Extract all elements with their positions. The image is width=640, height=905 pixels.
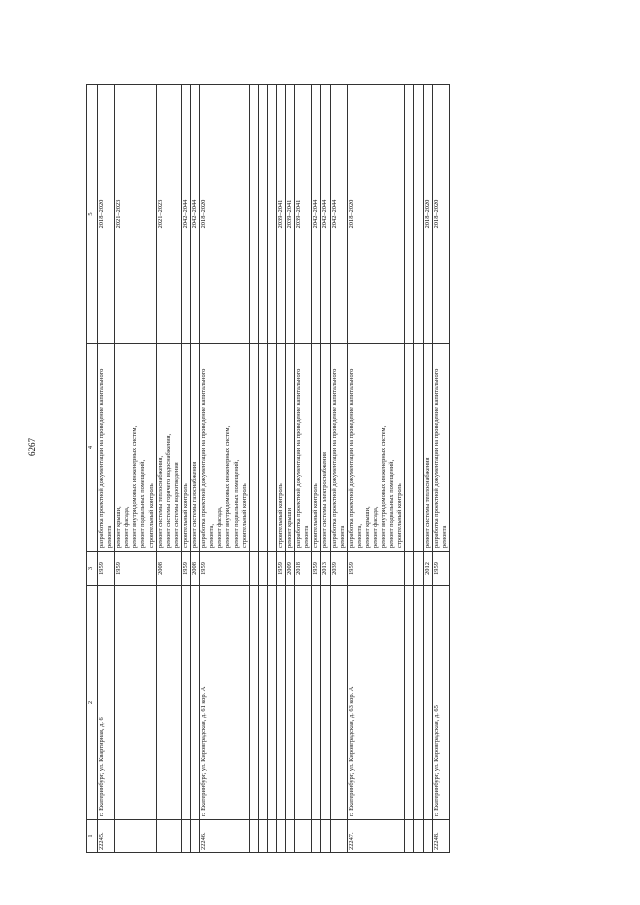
header-cell-2: 2 <box>87 586 98 820</box>
period-cell: 2018–2020 <box>347 85 405 344</box>
rotated-table-container <box>86 85 548 853</box>
period-cell: 2039–2041 <box>286 85 295 344</box>
work-cell <box>330 344 347 552</box>
work-cell <box>181 344 190 552</box>
period-cell: 2018–2020 <box>432 85 449 344</box>
work-line: разработка проектной документации на проведение капитального ремонта <box>330 368 346 548</box>
row-number <box>312 820 321 853</box>
period-cell: 2042–2044 <box>312 85 321 344</box>
period-cell: 2039–2041 <box>276 85 285 344</box>
filler-cell <box>414 586 423 820</box>
filler-cell <box>267 85 276 344</box>
repair-schedule-table <box>86 84 450 853</box>
address-cell <box>330 586 347 820</box>
filler-cell <box>267 820 276 853</box>
period-cell: 2042–2044 <box>330 85 347 344</box>
work-cell <box>98 344 115 552</box>
table-row <box>115 85 156 853</box>
work-cell <box>321 344 330 552</box>
filler-cell <box>249 586 258 820</box>
year-cell: 1959 <box>98 552 115 586</box>
work-line: ремонт системы теплоснабжения, <box>156 455 164 548</box>
work-line: ремонт фасада, <box>123 506 131 548</box>
filler-cell <box>258 85 267 344</box>
address-cell: г. Екатеринбург, ул. Кировградская, д. 63 кор. А <box>347 586 405 820</box>
table-row <box>432 85 449 853</box>
address-cell <box>191 586 200 820</box>
row-number: 22247. <box>347 820 405 853</box>
work-line: разработка проектной документации на проведение капитального ремонта <box>98 368 114 548</box>
work-line: строительный контроль <box>147 483 155 548</box>
year-cell: 2009 <box>286 552 295 586</box>
filler-cell <box>258 820 267 853</box>
work-line: строительный контроль <box>240 483 248 548</box>
table-row <box>276 85 285 853</box>
filler-row <box>249 85 258 853</box>
filler-cell <box>258 586 267 820</box>
work-line: ремонт внутридомовых инженерных систем, <box>224 425 232 548</box>
filler-cell <box>405 344 414 552</box>
address-cell: г. Екатеринбург, ул. Кировградская, д. 65 <box>432 586 449 820</box>
row-number <box>156 820 181 853</box>
address-cell: г. Екатеринбург, ул. Квартирная, д. 6 <box>98 586 115 820</box>
table-row <box>347 85 405 853</box>
address-cell: г. Екатеринбург, ул. Кировградская, д. 61 кор. А <box>200 586 250 820</box>
work-line: строительный контроль <box>276 483 284 548</box>
row-number <box>423 820 432 853</box>
filler-cell <box>414 820 423 853</box>
header-cell-5: 5 <box>87 85 98 344</box>
work-cell <box>276 344 285 552</box>
work-line: разработка проектной документации на проведение капитального ремонта, <box>347 368 363 548</box>
year-cell: 2012 <box>423 552 432 586</box>
filler-cell <box>258 344 267 552</box>
work-cell <box>286 344 295 552</box>
period-cell: 2042–2044 <box>181 85 190 344</box>
work-line: разработка проектной документации на проведение капитального ремонта <box>295 368 311 548</box>
address-cell <box>295 586 312 820</box>
filler-cell <box>267 586 276 820</box>
header-cell-4: 4 <box>87 344 98 552</box>
filler-cell <box>414 552 423 586</box>
row-number <box>115 820 156 853</box>
table-row <box>200 85 250 853</box>
row-number <box>276 820 285 853</box>
period-cell: 2018–2020 <box>423 85 432 344</box>
work-line: разработка проектной документации на проведение капитального ремонта <box>432 368 448 548</box>
address-cell <box>115 586 156 820</box>
work-cell <box>347 344 405 552</box>
filler-cell <box>249 552 258 586</box>
period-cell: 2021–2023 <box>156 85 181 344</box>
work-cell <box>115 344 156 552</box>
filler-row <box>267 85 276 853</box>
filler-cell <box>258 552 267 586</box>
filler-cell <box>405 820 414 853</box>
year-cell: 1959 <box>200 552 250 586</box>
year-cell: 2039 <box>330 552 347 586</box>
work-line: ремонт системы теплоснабжения <box>423 457 431 548</box>
row-number: 22248. <box>432 820 449 853</box>
filler-cell <box>249 85 258 344</box>
row-number <box>330 820 347 853</box>
work-line: строительный контроль <box>181 483 189 548</box>
address-cell <box>286 586 295 820</box>
table-row <box>423 85 432 853</box>
page-number <box>20 435 44 459</box>
filler-row <box>405 85 414 853</box>
work-cell <box>295 344 312 552</box>
work-line: ремонт системы электроснабжения <box>321 452 329 548</box>
work-line: разработка проектной документации на проведение капитального ремонта, <box>200 368 216 548</box>
year-cell: 1959 <box>312 552 321 586</box>
work-line: строительный контроль <box>312 483 320 548</box>
work-line: ремонт крыши, <box>363 506 371 548</box>
address-cell <box>423 586 432 820</box>
address-cell <box>156 586 181 820</box>
work-line: ремонт внутридомовых инженерных систем, <box>380 425 388 548</box>
filler-cell <box>249 344 258 552</box>
table-row <box>156 85 181 853</box>
period-cell: 2021–2023 <box>115 85 156 344</box>
header-cell-3: 3 <box>87 552 98 586</box>
year-cell: 2013 <box>321 552 330 586</box>
year-cell: 1959 <box>276 552 285 586</box>
work-line: ремонт крыши <box>286 507 294 548</box>
work-line: строительный контроль <box>396 483 404 548</box>
year-cell: 1959 <box>347 552 405 586</box>
filler-cell <box>405 586 414 820</box>
year-cell: 1959 <box>115 552 156 586</box>
work-cell <box>423 344 432 552</box>
year-cell: 2018 <box>295 552 312 586</box>
row-number <box>181 820 190 853</box>
work-cell <box>312 344 321 552</box>
header-row <box>87 85 98 853</box>
period-cell: 2018–2020 <box>200 85 250 344</box>
filler-row <box>414 85 423 853</box>
period-cell: 2042–2044 <box>191 85 200 344</box>
filler-cell <box>405 552 414 586</box>
page-number-text: 6267 <box>27 438 37 456</box>
filler-cell <box>267 344 276 552</box>
header-cell-1: 1 <box>87 820 98 853</box>
address-cell <box>321 586 330 820</box>
table-row <box>191 85 200 853</box>
table-row <box>321 85 330 853</box>
work-line: ремонт системы водоотведения <box>172 462 180 548</box>
year-cell: 1959 <box>432 552 449 586</box>
work-line: ремонт системы газоснабжения <box>191 461 199 548</box>
table-row <box>295 85 312 853</box>
year-cell: 2008 <box>156 552 181 586</box>
filler-cell <box>414 344 423 552</box>
table-body <box>98 85 450 853</box>
table-row <box>330 85 347 853</box>
period-cell: 2039–2041 <box>295 85 312 344</box>
table-row <box>286 85 295 853</box>
table-row <box>181 85 190 853</box>
work-line: ремонт системы горячего водоснабжения, <box>164 433 172 548</box>
row-number <box>191 820 200 853</box>
period-cell: 2018–2020 <box>98 85 115 344</box>
table-row <box>312 85 321 853</box>
table-row <box>98 85 115 853</box>
year-cell: 2008 <box>191 552 200 586</box>
work-line: ремонт подвальных помещений, <box>232 459 240 548</box>
address-cell <box>276 586 285 820</box>
filler-cell <box>267 552 276 586</box>
filler-cell <box>405 85 414 344</box>
work-cell <box>200 344 250 552</box>
work-line: ремонт фасада, <box>372 506 379 548</box>
work-cell <box>191 344 200 552</box>
filler-cell <box>249 820 258 853</box>
row-number <box>321 820 330 853</box>
row-number <box>286 820 295 853</box>
row-number: 22246. <box>200 820 250 853</box>
address-cell <box>181 586 190 820</box>
work-line: ремонт фасада, <box>216 506 224 548</box>
period-cell: 2042–2044 <box>321 85 330 344</box>
filler-row <box>258 85 267 853</box>
work-line: ремонт внутридомовых инженерных систем, <box>131 425 139 548</box>
work-line: ремонт крыши, <box>115 506 123 548</box>
filler-cell <box>414 85 423 344</box>
work-line: ремонт подвальных помещений, <box>139 459 147 548</box>
work-line: ремонт подвальных помещений, <box>388 459 396 548</box>
row-number <box>295 820 312 853</box>
address-cell <box>312 586 321 820</box>
year-cell: 1959 <box>181 552 190 586</box>
work-cell <box>432 344 449 552</box>
row-number: 22245. <box>98 820 115 853</box>
work-cell <box>156 344 181 552</box>
